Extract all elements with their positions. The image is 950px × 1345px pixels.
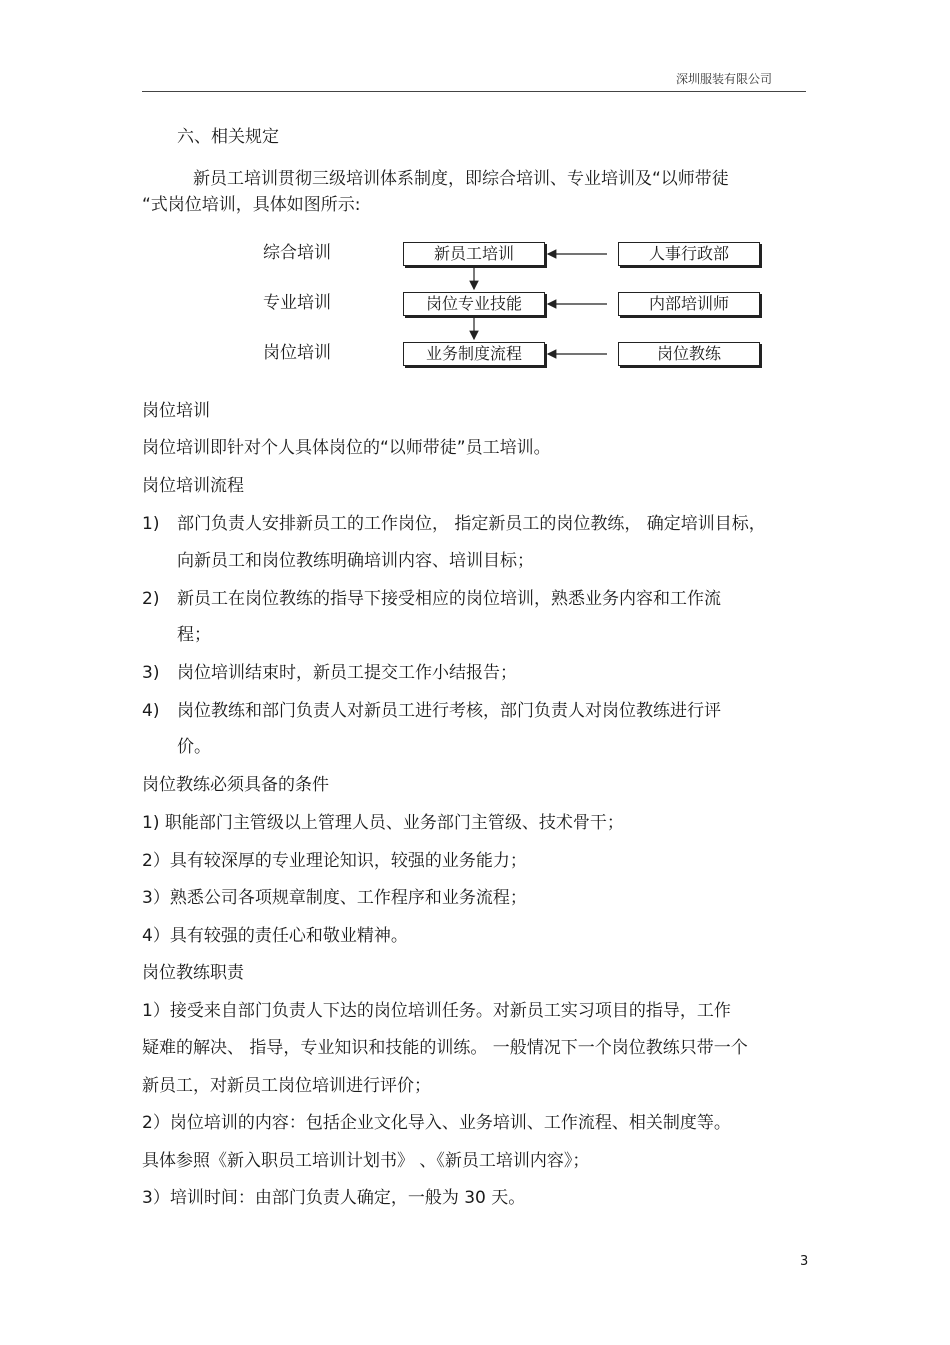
diagram-center-box: 新员工培训 bbox=[403, 242, 545, 266]
process-num: 4) bbox=[142, 701, 160, 721]
header-company: 深圳服装有限公司 bbox=[676, 72, 773, 86]
page-number: 3 bbox=[800, 1254, 809, 1269]
condition-item: 2）具有较深厚的专业理论知识，较强的业务能力； bbox=[142, 851, 527, 871]
duty-line: 3）培训时间：由部门负责人确定，一般为 30 天。 bbox=[142, 1188, 526, 1208]
process-num: 2) bbox=[142, 589, 160, 609]
process-line: 价。 bbox=[177, 737, 211, 757]
condition-item: 3）熟悉公司各项规章制度、工作程序和业务流程； bbox=[142, 888, 527, 908]
condition-item: 1) 职能部门主管级以上管理人员、业务部门主管级、技术骨干； bbox=[142, 813, 624, 833]
process-line: 部门负责人安排新员工的工作岗位， 指定新员工的岗位教练， 确定培训目标， bbox=[177, 514, 766, 534]
process-line: 程； bbox=[177, 625, 211, 645]
condition-item: 4）具有较强的责任心和敬业精神。 bbox=[142, 926, 408, 946]
process-line: 岗位培训结束时，新员工提交工作小结报告； bbox=[177, 663, 517, 683]
heading-post-training: 岗位培训 bbox=[142, 401, 210, 421]
heading-coach-duties: 岗位教练职责 bbox=[142, 963, 244, 983]
diagram-source-box: 内部培训师 bbox=[618, 292, 760, 316]
diagram-source-box: 岗位教练 bbox=[618, 342, 760, 366]
process-line: 向新员工和岗位教练明确培训内容、培训目标； bbox=[177, 551, 534, 571]
diagram-source-box: 人事行政部 bbox=[618, 242, 760, 266]
desc-post-training: 岗位培训即针对个人具体岗位的“以师带徒”员工培训。 bbox=[142, 438, 551, 458]
heading-coach-conditions: 岗位教练必须具备的条件 bbox=[142, 775, 329, 795]
process-line: 新员工在岗位教练的指导下接受相应的岗位培训，熟悉业务内容和工作流 bbox=[177, 589, 721, 609]
process-num: 1) bbox=[142, 514, 160, 534]
duty-line: 具体参照《新入职员工培训计划书》 、《新员工培训内容》； bbox=[142, 1151, 590, 1171]
process-num: 3) bbox=[142, 663, 160, 683]
diagram-center-box: 业务制度流程 bbox=[403, 342, 545, 366]
intro-line-2: “式岗位培训，具体如图所示: bbox=[142, 195, 361, 215]
diagram-level-label: 综合培训 bbox=[263, 243, 331, 263]
duty-line: 疑难的解决、 指导，专业知识和技能的训练。 一般情况下一个岗位教练只带一个 bbox=[142, 1038, 748, 1058]
section-title: 六、相关规定 bbox=[177, 127, 279, 147]
process-line: 岗位教练和部门负责人对新员工进行考核，部门负责人对岗位教练进行评 bbox=[177, 701, 721, 721]
diagram-level-label: 岗位培训 bbox=[263, 343, 331, 363]
duty-line: 1）接受来自部门负责人下达的岗位培训任务。对新员工实习项目的指导，工作 bbox=[142, 1001, 731, 1021]
intro-line-1: 新员工培训贯彻三级培训体系制度，即综合培训、专业培训及“以师带徒 bbox=[193, 169, 729, 189]
diagram-level-label: 专业培训 bbox=[263, 293, 331, 313]
diagram-arrows bbox=[0, 0, 950, 400]
duty-line: 2）岗位培训的内容：包括企业文化导入、业务培训、工作流程、相关制度等。 bbox=[142, 1113, 731, 1133]
diagram-center-box: 岗位专业技能 bbox=[403, 292, 545, 316]
heading-training-process: 岗位培训流程 bbox=[142, 476, 244, 496]
duty-line: 新员工，对新员工岗位培训进行评价； bbox=[142, 1076, 431, 1096]
